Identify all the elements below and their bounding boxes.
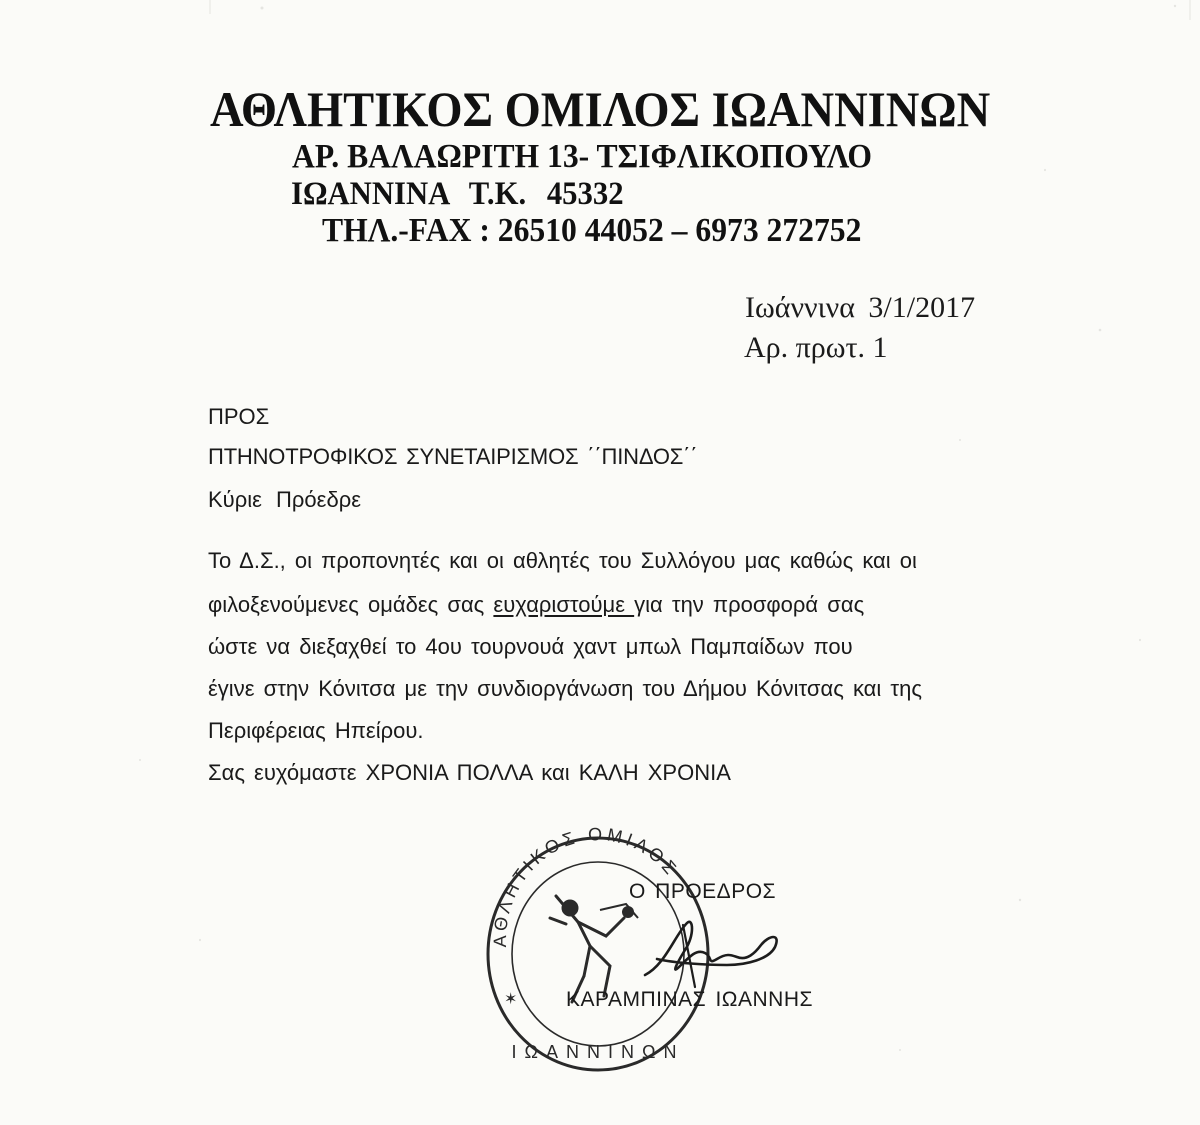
body-line-2-start: φιλοξενούμενες ομάδες σας	[208, 592, 494, 617]
closing-wishes: Σας ευχόμαστε ΧΡΟΝΙΑ ΠΟΛΛΑ και ΚΑΛΗ ΧΡΟΝΙΑ	[208, 760, 731, 785]
president-title: Ο ΠΡΟΕΔΡΟΣ	[629, 880, 777, 903]
body-line-3: ώστε να διεξαχθεί το 4ου τουρνουά χαντ μπωλ Παμπαίδων που	[208, 634, 853, 659]
to-label: ΠΡΟΣ	[208, 404, 270, 429]
organization-address: ΑΡ. ΒΑΛΑΩΡΙΤΗ 13- ΤΣΙΦΛΙΚΟΠΟΥΛΟ	[292, 138, 873, 175]
body-line-5: Περιφέρειας Ηπείρου.	[208, 718, 424, 743]
body-line-1: Το Δ.Σ., οι προπονητές και οι αθλητές του Συλλόγου μας καθώς και οι	[208, 548, 917, 573]
svg-text:✶: ✶	[504, 991, 518, 1008]
protocol-number: Αρ. πρωτ. 1	[744, 331, 888, 364]
body-line-2-end: για την προσφορά σας	[634, 592, 865, 617]
president-name: ΚΑΡΑΜΠΙΝΑΣ ΙΩΑΝΝΗΣ	[566, 988, 813, 1011]
organization-name: ΑΘΛΗΤΙΚΟΣ ΟΜΙΛΟΣ ΙΩΑΝΝΙΝΩΝ	[210, 81, 991, 137]
body-line-2	[208, 592, 864, 618]
organization-phone-fax: ΤΗΛ.-FAX : 26510 44052 – 6973 272752	[322, 212, 862, 249]
handwritten-signature	[635, 905, 795, 995]
salutation: Κύριε Πρόεδρε	[208, 487, 362, 512]
thanks-emphasis: ευχαριστούμε	[493, 592, 635, 617]
body-line-4: έγινε στην Κόνιτσα με την συνδιοργάνωση του Δήμου Κόνιτσας και της	[208, 676, 922, 701]
organization-city-zip: ΙΩΑΝΝΙΝΑ Τ.Κ. 45332	[291, 176, 624, 212]
letter-date: Ιωάννινα 3/1/2017	[745, 291, 976, 324]
recipient-name: ΠΤΗΝΟΤΡΟΦΙΚΟΣ ΣΥΝΕΤΑΙΡΙΣΜΟΣ ΄΄ΠΙΝΔΟΣ΄΄	[208, 444, 698, 469]
svg-text:ΑΘΛΗΤΙΚΟΣ ΟΜΙΛΟΣ: ΑΘΛΗΤΙΚΟΣ ΟΜΙΛΟΣ	[489, 826, 683, 948]
svg-text:ΙΩΑΝΝΙΝΩΝ: ΙΩΑΝΝΙΝΩΝ	[511, 1042, 685, 1062]
